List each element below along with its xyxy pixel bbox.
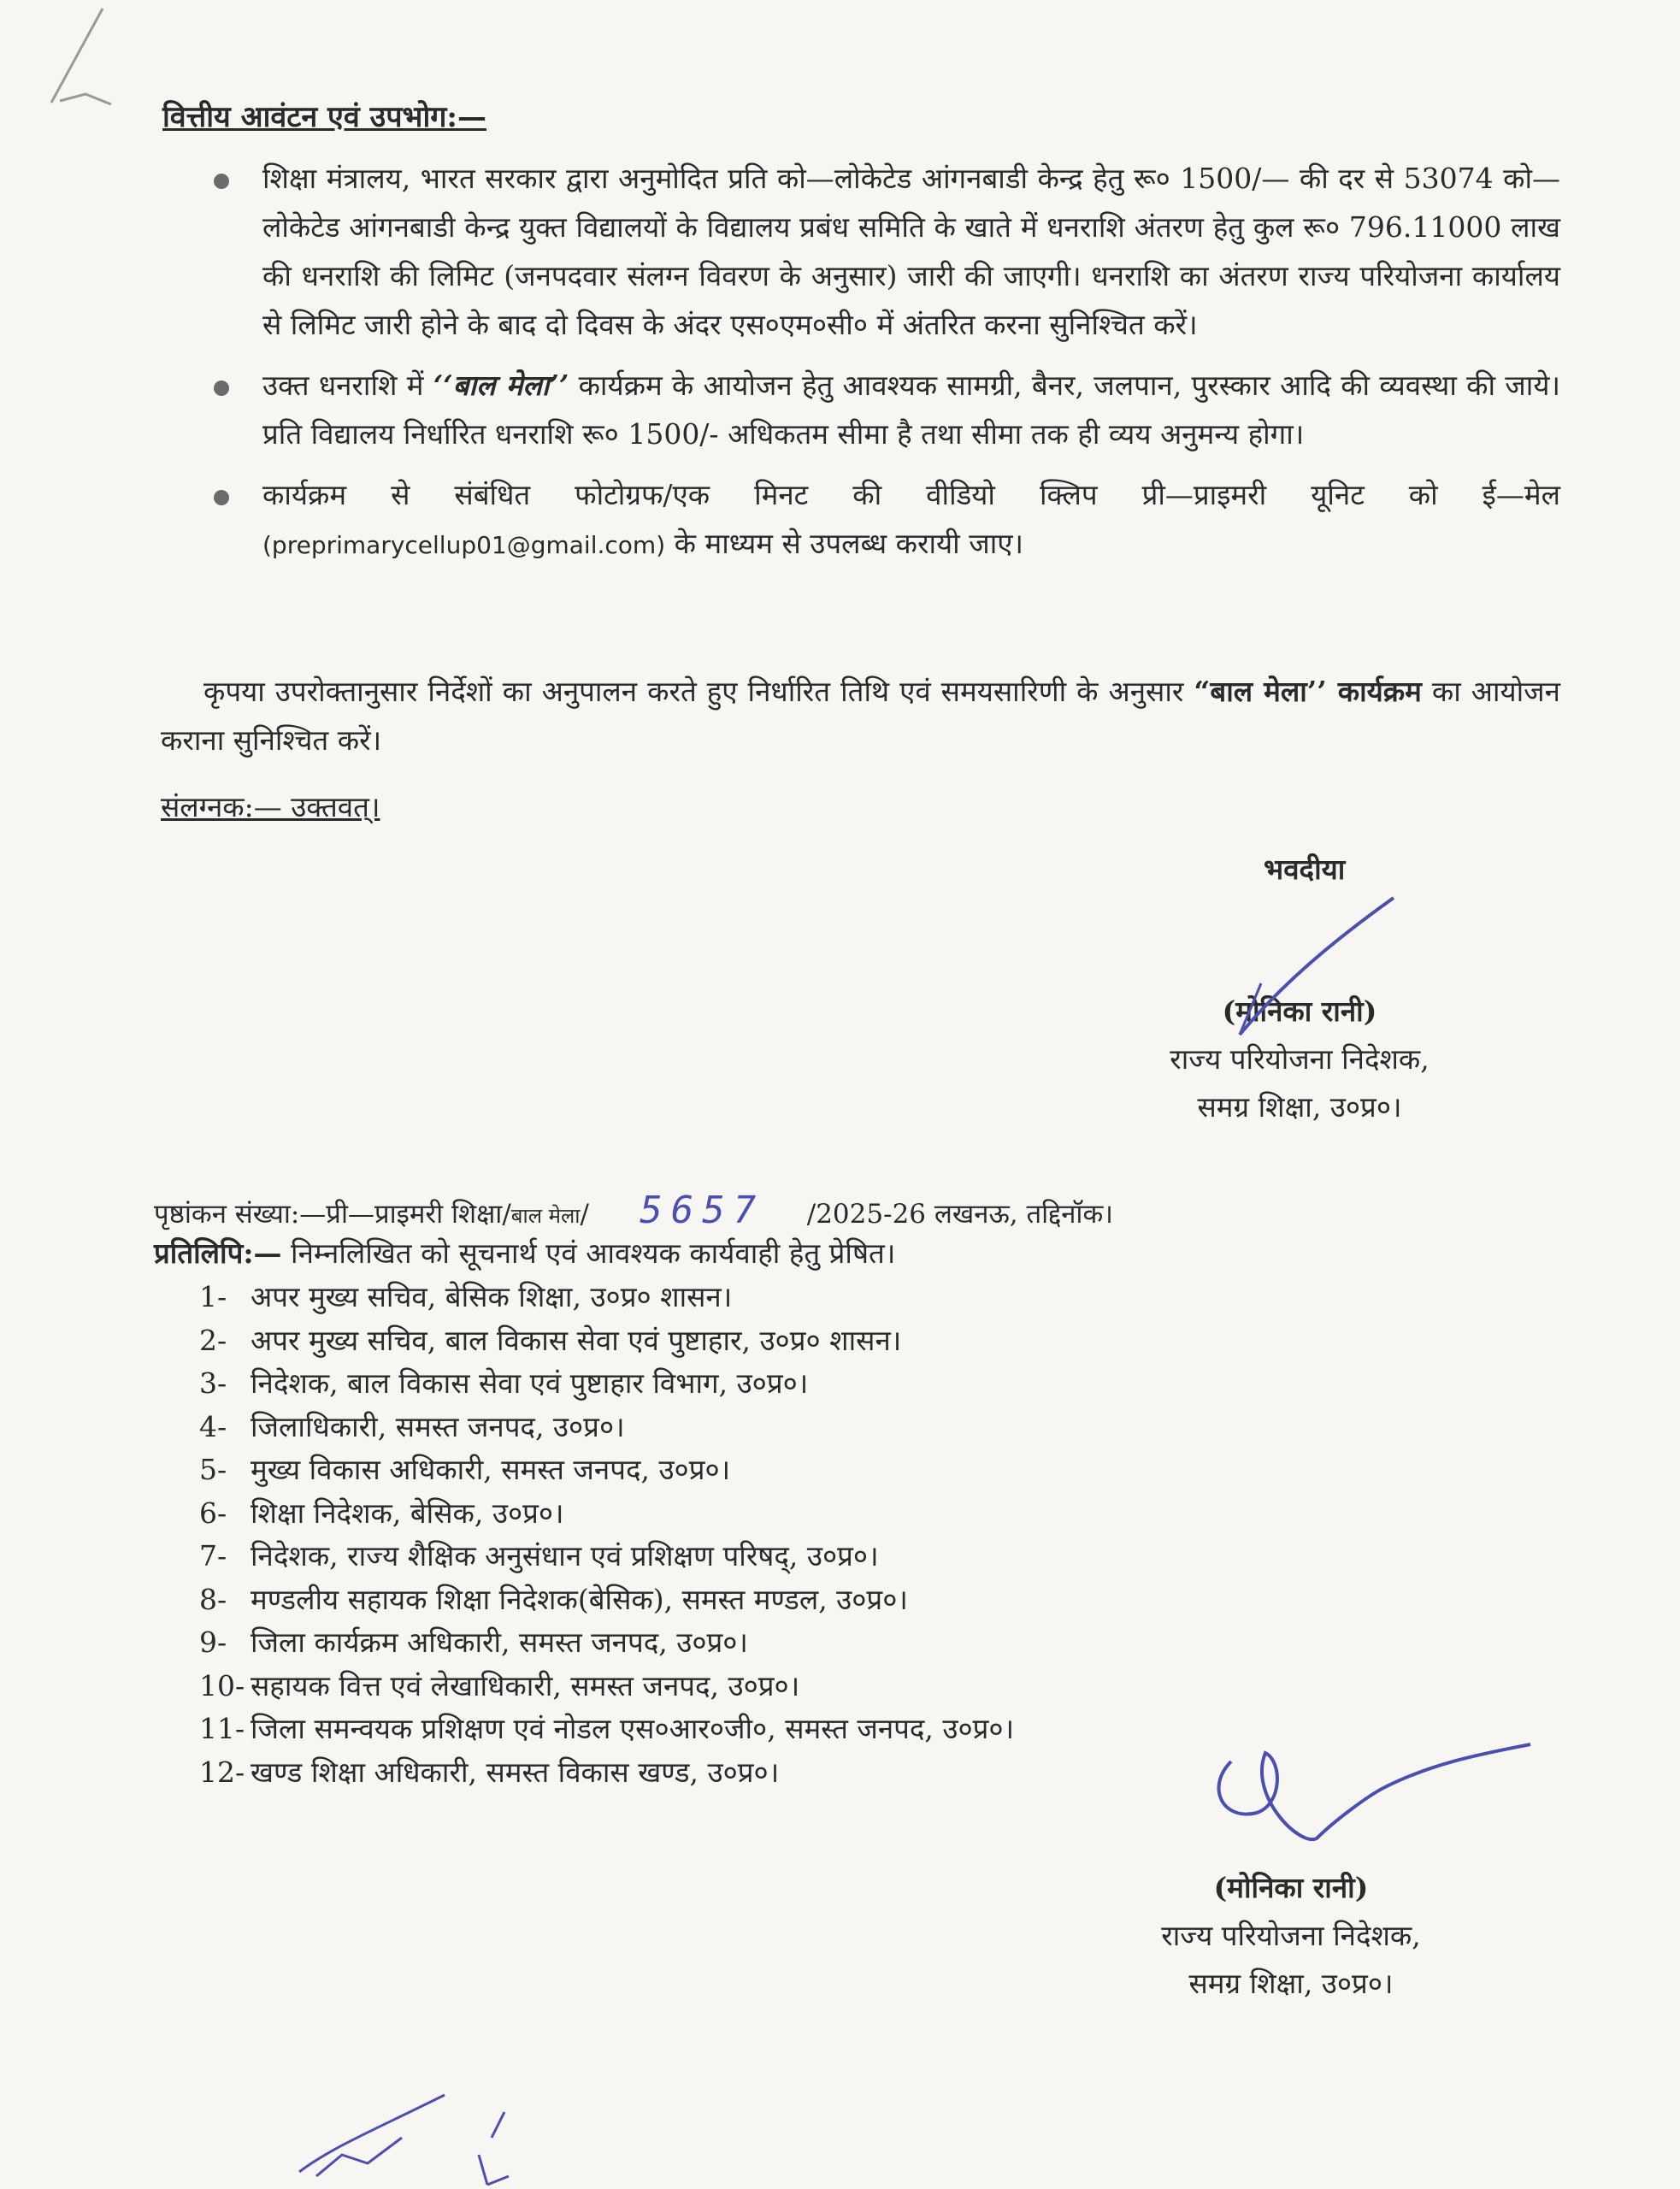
list-text: सहायक वित्त एवं लेखाधिकारी, समस्त जनपद, उ०प्र०। [251, 1668, 800, 1702]
signatory-designation: राज्य परियोजना निदेशक, [1170, 1042, 1429, 1076]
bullet-dot-icon [214, 490, 229, 505]
list-number: 8- [199, 1582, 227, 1616]
list-number: 12- [199, 1755, 245, 1789]
signatory-office: समग्र शिक्षा, उ०प्र०। [1188, 1967, 1394, 2000]
list-number: 4- [199, 1409, 227, 1443]
allocation-bullet-list [214, 154, 1560, 581]
signature-block [1120, 988, 1479, 1131]
request-text: का आयोजन कराना सुनिश्चित करें। [161, 675, 1560, 757]
bullet-item [214, 154, 1560, 349]
initials-scribble-icon [299, 2095, 445, 2176]
recipient-list [199, 1276, 1014, 1794]
list-item [199, 1406, 1014, 1449]
reference-prefix: पृष्ठांकन संख्या:—प्री—प्राइमरी शिक्षा/ [154, 1199, 511, 1230]
signatory-name: (मोनिका रानी) [1222, 994, 1377, 1028]
list-number: 2- [199, 1323, 227, 1357]
list-item [199, 1665, 1014, 1708]
bullet-text: कार्यक्रम के आयोजन हेतु आवश्यक सामग्री, बैनर, जलपान, पुरस्कार आदि की व्यवस्था की जाये। प्रति विद्यालय निर्धारित धनराशि रू० 1500/- अधिकतम सीमा है तथा सीमा तक ही व्यय अनुमन्य होगा। [262, 369, 1560, 451]
list-number: 10- [199, 1668, 245, 1702]
list-number: 3- [199, 1366, 227, 1400]
bullet-item [214, 470, 1560, 569]
list-number: 7- [199, 1539, 227, 1572]
handwritten-reference-number: 5657 [640, 1189, 765, 1232]
list-text: निदेशक, राज्य शैक्षिक अनुसंधान एवं प्रशिक्षण परिषद्, उ०प्र०। [251, 1539, 879, 1572]
list-text: जिला कार्यक्रम अधिकारी, समस्त जनपद, उ०प्र०। [251, 1626, 748, 1659]
list-item [199, 1276, 1014, 1319]
scan-mark-icon [51, 9, 111, 104]
list-item [199, 1578, 1014, 1622]
list-number: 9- [199, 1626, 227, 1659]
list-text: खण्ड शिक्षा अधिकारी, समस्त विकास खण्ड, उ०प्र०। [251, 1755, 780, 1789]
reference-small: बाल मेला [510, 1204, 581, 1228]
list-text: अपर मुख्य सचिव, बेसिक शिक्षा, उ०प्र० शासन। [251, 1280, 733, 1313]
signature-block-copy [1111, 1864, 1471, 2008]
reference-line [154, 1189, 1113, 1232]
list-number: 1- [199, 1280, 227, 1313]
list-item [199, 1708, 1014, 1751]
list-number: 5- [199, 1453, 227, 1486]
list-text: शिक्षा निदेशक, बेसिक, उ०प्र०। [251, 1496, 564, 1530]
email-address: (preprimarycellup01@gmail.com) [262, 531, 666, 559]
closing-salutation: भवदीया [1264, 853, 1346, 886]
list-item [199, 1319, 1014, 1363]
signatory-name: (मोनिका रानी) [1213, 1871, 1369, 1904]
request-text: कृपया उपरोक्तानुसार निर्देशों का अनुपालन करते हुए निर्धारित तिथि एवं समयसारिणी के अनुसार [203, 675, 1184, 708]
tick-mark-icon [479, 2112, 509, 2185]
list-number: 6- [199, 1496, 227, 1530]
copy-to-line [154, 1233, 895, 1272]
bal-mela-highlight: ‘‘बाल मेला’’ [433, 369, 569, 402]
list-item [199, 1621, 1014, 1665]
signature-scribble-icon [1219, 1744, 1530, 1839]
list-text: मण्डलीय सहायक शिक्षा निदेशक(बेसिक), समस्त मण्डल, उ०प्र०। [251, 1582, 908, 1616]
list-text: निदेशक, बाल विकास सेवा एवं पुष्टाहार विभाग, उ०प्र०। [251, 1366, 809, 1400]
list-item [199, 1535, 1014, 1578]
signatory-designation: राज्य परियोजना निदेशक, [1161, 1919, 1421, 1952]
list-item [199, 1751, 1014, 1795]
bullet-text: शिक्षा मंत्रालय, भारत सरकार द्वारा अनुमोदित प्रति को—लोकेटेड आंगनबाडी केन्द्र हेतु रू० 1500/— की दर से 53074 को—लोकेटेड आंगनबाडी केन्द्र युक्त विद्यालयों के विद्यालय प्रबंध समिति के खाते में धनराशि अंतरण हेतु कुल रू० 796.11000 लाख की धनराशि की लिमिट (जनपदवार संलग्न विवरण के अनुसार) जारी की जाएगी। धनराशि का अंतरण राज्य परियोजना कार्यालय से लिमिट जारी होने के बाद दो दिवस के अंदर एस०एम०सी० में अंतरित करना सुनिश्चित करें। [262, 162, 1560, 341]
signatory-office: समग्र शिक्षा, उ०प्र०। [1197, 1090, 1402, 1124]
list-number: 11- [199, 1712, 245, 1745]
bullet-text: के माध्यम से उपलब्ध करायी जाए। [674, 527, 1024, 560]
bullet-text: उक्त धनराशि में [262, 369, 424, 402]
list-item [199, 1362, 1014, 1406]
request-paragraph [161, 667, 1560, 764]
enclosure-note: संलग्नक:— उक्तवत्। [161, 790, 380, 823]
list-item [199, 1449, 1014, 1492]
bullet-item [214, 361, 1560, 458]
reference-suffix: /2025-26 लखनऊ, तद्दिनॉक। [806, 1199, 1113, 1230]
list-item [199, 1492, 1014, 1536]
section-heading: वित्तीय आवंटन एवं उपभोग:— [162, 100, 486, 134]
reference-sep: / [580, 1199, 589, 1230]
list-text: मुख्य विकास अधिकारी, समस्त जनपद, उ०प्र०। [251, 1453, 731, 1486]
list-text: जिला समन्वयक प्रशिक्षण एवं नोडल एस०आर०जी०, समस्त जनपद, उ०प्र०। [251, 1712, 1015, 1745]
bullet-text: कार्यक्रम से संबंधित फोटोग्रफ/एक मिनट की वीडियो क्लिप प्री—प्राइमरी यूनिट को ई—मेल [262, 478, 1560, 511]
list-text: जिलाधिकारी, समस्त जनपद, उ०प्र०। [251, 1409, 625, 1443]
copy-to-label: प्रतिलिपि:— [154, 1236, 282, 1270]
bullet-dot-icon [214, 381, 229, 396]
request-bold-text: “बाल मेला’’ कार्यक्रम [1194, 675, 1422, 708]
list-text: अपर मुख्य सचिव, बाल विकास सेवा एवं पुष्टाहार, उ०प्र० शासन। [251, 1323, 902, 1357]
bullet-dot-icon [214, 174, 229, 189]
copy-to-text: निम्नलिखित को सूचनार्थ एवं आवश्यक कार्यवाही हेतु प्रेषित। [291, 1236, 896, 1270]
